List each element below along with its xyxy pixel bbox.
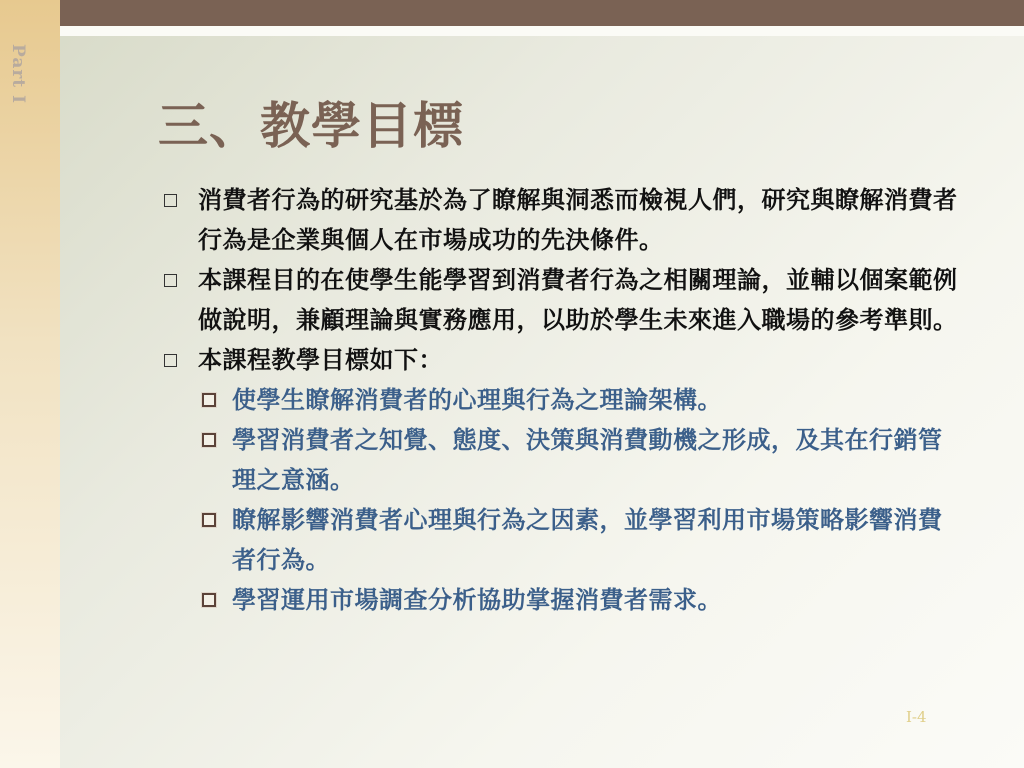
bullet-item bbox=[158, 180, 978, 260]
sub-bullet-item bbox=[202, 580, 978, 620]
slide-content bbox=[158, 180, 978, 620]
sub-bullet-item bbox=[202, 500, 978, 580]
bullet-item bbox=[158, 260, 978, 340]
slide-title: 三、教學目標 bbox=[158, 97, 464, 155]
sub-bullet-text: 學習消費者之知覺、態度、決策與消費動機之形成，及其在行銷管理之意涵。 bbox=[232, 426, 943, 494]
side-band bbox=[0, 0, 60, 768]
square-bullet-icon bbox=[164, 274, 177, 287]
bullet-text: 本課程目的在使學生能學習到消費者行為之相關理論，並輔以個案範例做說明，兼顧理論與實務應用，以助於學生未來進入職場的參考準則。 bbox=[198, 266, 958, 334]
page-number: I-4 bbox=[906, 708, 927, 726]
filled-square-bullet-icon bbox=[202, 593, 216, 607]
bullet-item bbox=[158, 340, 978, 380]
filled-square-bullet-icon bbox=[202, 433, 216, 447]
sub-bullet-text: 學習運用市場調查分析協助掌握消費者需求。 bbox=[232, 586, 722, 614]
filled-square-bullet-icon bbox=[202, 393, 216, 407]
sub-bullet-item bbox=[202, 380, 978, 420]
square-bullet-icon bbox=[164, 194, 177, 207]
filled-square-bullet-icon bbox=[202, 513, 216, 527]
top-bar-line bbox=[60, 26, 1024, 36]
sub-bullet-item bbox=[202, 420, 978, 500]
part-label: Part I bbox=[8, 44, 28, 105]
sub-bullet-text: 使學生瞭解消費者的心理與行為之理論架構。 bbox=[232, 386, 722, 414]
bullet-text: 本課程教學目標如下： bbox=[198, 346, 443, 374]
top-bar bbox=[60, 0, 1024, 26]
square-bullet-icon bbox=[164, 354, 177, 367]
bullet-text: 消費者行為的研究基於為了瞭解與洞悉而檢視人們，研究與瞭解消費者行為是企業與個人在市場成功的先決條件。 bbox=[198, 186, 958, 254]
sub-bullet-text: 瞭解影響消費者心理與行為之因素，並學習利用市場策略影響消費者行為。 bbox=[232, 506, 943, 574]
